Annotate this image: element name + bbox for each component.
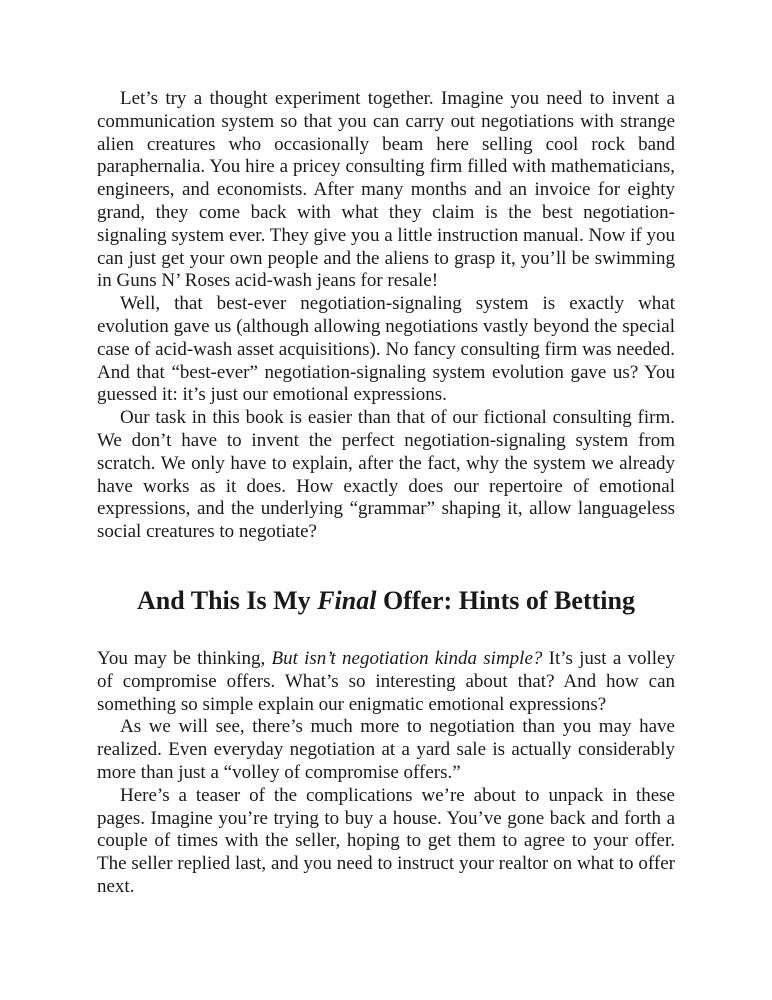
paragraph-negotiation-simple — [97, 648, 675, 716]
paragraph-more-to-negotiation: As we will see, there’s much more to negotiation than you may have realized. Even everyday negotiation at a yard sale is actually considerably more than just a “volley of compromise offers.” — [97, 716, 675, 783]
heading-text-before: And This Is My — [137, 586, 318, 615]
paragraph-negotiation-simple-lead: You may be thinking, — [97, 648, 272, 669]
paragraph-house-teaser: Here’s a teaser of the complications we’re about to unpack in these pages. Imagine you’re trying to buy a house. You’ve gone back and forth a couple of times with the seller, hoping to get them to agree to your offer. The seller replied last, and you need to instruct your realtor on what to offer next. — [97, 784, 675, 897]
section-heading — [97, 585, 675, 617]
paragraph-our-task: Our task in this book is easier than that of our fictional consulting firm. We don’t have to invent the perfect negotiation-signaling system from scratch. We only have to explain, after the fact, why the system we already have works as it does. How exactly does our repertoire of emotional expressions, and the underlying “grammar” shaping it, allow languageless social creatures to negotiate? — [97, 407, 675, 543]
paragraph-best-ever-system: Well, that best-ever negotiation-signaling system is exactly what evolution gave us (although allowing negotiations vastly beyond the special case of acid-wash asset acquisitions). No fancy consulting firm was needed. And that “best-ever” negotiation-signaling system evolution gave us? You guessed it: it’s just our emotional expressions. — [97, 293, 675, 406]
paragraph-negotiation-simple-italic: But isn’t negotiation kinda simple? — [271, 648, 543, 669]
opening-section — [97, 88, 675, 544]
heading-emphasis: Final — [317, 586, 377, 615]
betting-section — [97, 648, 675, 899]
heading-text-after: Offer: Hints of Betting — [376, 586, 635, 615]
paragraph-negotiation-simple-rest: It’s just a volley of compromise offers. What’s so interesting about that? And how can something so simple explain our enigmatic emotional expressions? — [97, 648, 675, 715]
paragraph-thought-experiment: Let’s try a thought experiment together. Imagine you need to invent a communication system so that you can carry out negotiations with strange alien creatures who occasionally beam here selling cool rock band paraphernalia. You hire a pricey consulting firm filled with mathematicians, engineers, and economists. After many months and an invoice for eighty grand, they come back with what they claim is the best negotiation-signaling system ever. They give you a little instruction manual. Now if you can just get your own people and the aliens to grasp it, you’ll be swimming in Guns N’ Roses acid-wash jeans for resale! — [97, 88, 675, 292]
